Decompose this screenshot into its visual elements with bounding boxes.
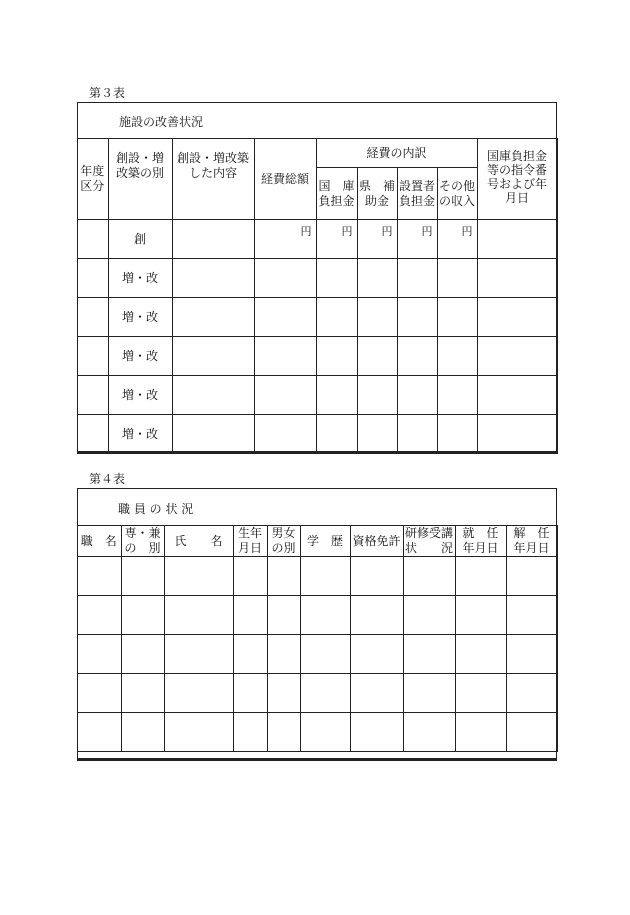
- header-position: 職 名: [77, 526, 121, 557]
- table-row: [77, 259, 557, 298]
- cell: [477, 220, 557, 259]
- header-type: 創設・増 改築の別: [108, 139, 172, 220]
- table-row: [77, 596, 557, 635]
- unit-label: 円: [357, 220, 397, 259]
- table-row: [77, 298, 557, 337]
- unit-label: 円: [397, 220, 437, 259]
- table3-grid: [77, 138, 558, 454]
- table4-grid: [77, 525, 558, 752]
- table4-caption: 第４表: [89, 472, 126, 486]
- table3-caption: 第３表: [89, 86, 126, 100]
- table-row: [77, 557, 557, 596]
- header-total: 経費総額: [254, 139, 316, 220]
- row-type: 増・改: [108, 376, 172, 415]
- row-type: 創: [108, 220, 172, 259]
- header-year: 年度 区分: [77, 139, 108, 220]
- table-row: [77, 220, 557, 259]
- table-row: [77, 674, 557, 713]
- row-type: 増・改: [108, 337, 172, 376]
- row-type: 増・改: [108, 415, 172, 454]
- header-gender: 男女 の別: [267, 526, 300, 557]
- unit-label: 円: [316, 220, 357, 259]
- unit-label: 円: [254, 220, 316, 259]
- row-type: 増・改: [108, 298, 172, 337]
- table3-box: [77, 102, 557, 454]
- header-name: 氏 名: [164, 526, 233, 557]
- table3-title-bar: [78, 103, 556, 139]
- table4-box: [77, 488, 557, 761]
- header-education: 学 歴: [300, 526, 350, 557]
- header-order: 国庫負担金 等の指令番 号および年 月日: [477, 139, 557, 220]
- cell: [77, 220, 108, 259]
- header-prefecture: 県 補 助金: [357, 168, 397, 220]
- unit-label: 円: [437, 220, 477, 259]
- table4-title-bar: [78, 489, 556, 526]
- table3-title: 施設の改善状況: [119, 115, 204, 129]
- header-other: その他 の収入: [437, 168, 477, 220]
- cell: [172, 220, 254, 259]
- table-row: [77, 713, 557, 752]
- table-row: [77, 376, 557, 415]
- header-resigned: 解 任 年月日: [506, 526, 557, 557]
- header-breakdown: 経費の内訳: [316, 139, 477, 168]
- header-employed: 就 任 年月日: [455, 526, 506, 557]
- row-type: 増・改: [108, 259, 172, 298]
- header-national: 国 庫 負担金: [316, 168, 357, 220]
- header-training: 研修受講 状 況: [404, 526, 453, 555]
- header-fulltime: 専・兼 の 別: [121, 526, 164, 557]
- header-founder: 設置者 負担金: [397, 168, 437, 220]
- table-row: [77, 635, 557, 674]
- table-row: [77, 337, 557, 376]
- table4-title: 職 員 の 状 況: [118, 502, 194, 516]
- header-license: 資格免許: [350, 526, 403, 557]
- header-birth: 生年 月日: [233, 526, 267, 557]
- table-row: [77, 415, 557, 454]
- header-content: 創設・増改築 した内容: [172, 139, 254, 220]
